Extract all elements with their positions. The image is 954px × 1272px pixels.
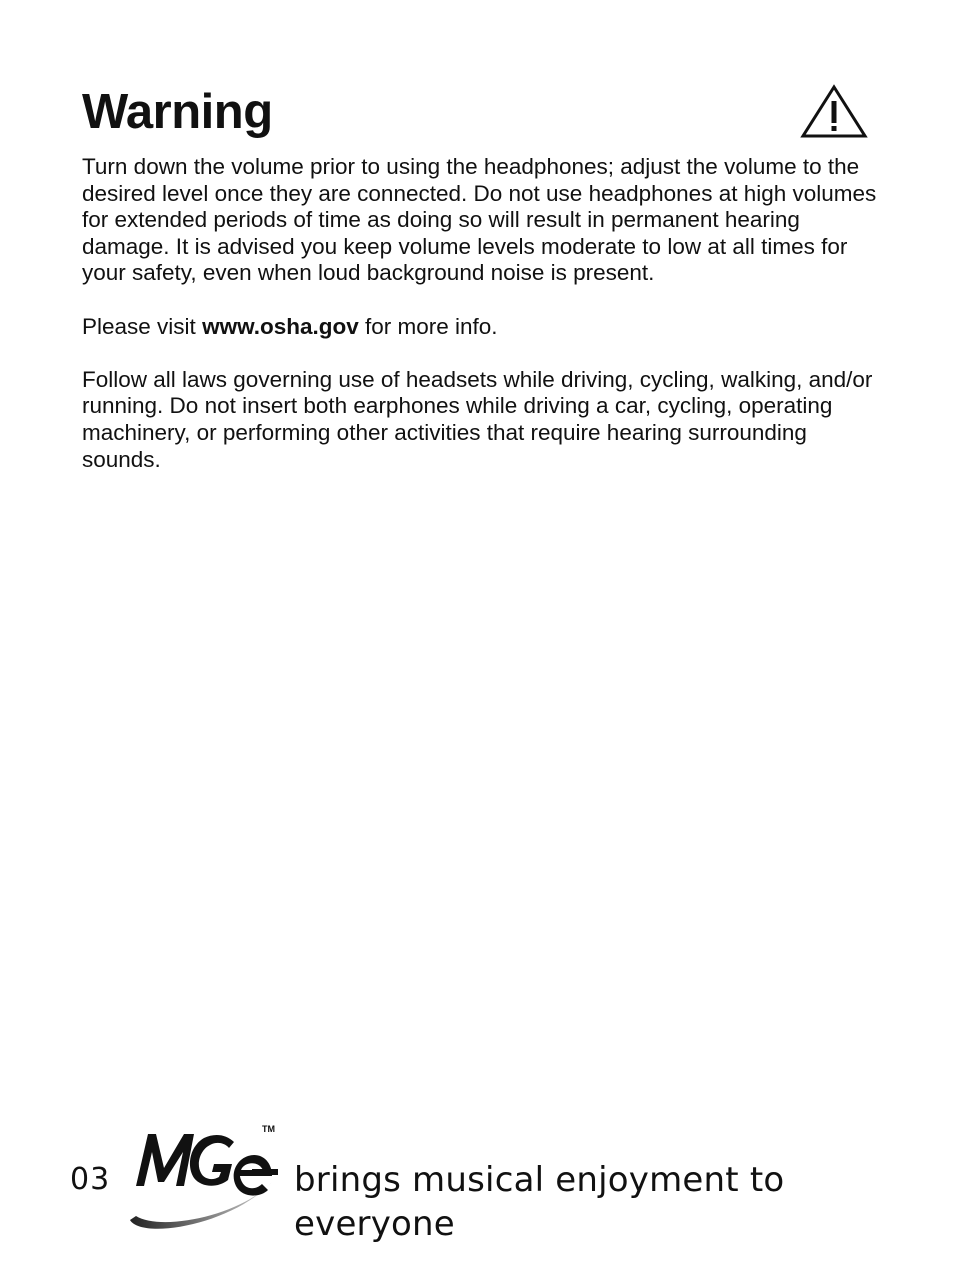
page-title: Warning (82, 85, 273, 139)
warning-triangle-icon (800, 84, 868, 140)
mge-logo (122, 1120, 284, 1236)
osha-info-paragraph (82, 314, 882, 341)
page-number: 03 (70, 1162, 111, 1197)
brand-tagline: brings musical enjoyment to everyone (294, 1160, 785, 1244)
warning-body (82, 154, 882, 500)
osha-link: www.osha.gov (202, 313, 359, 339)
osha-prefix: Please visit (82, 313, 203, 339)
trademark-mark: TM (262, 1124, 275, 1134)
osha-suffix: for more info. (358, 313, 498, 339)
driving-laws-paragraph: Follow all laws governing use of headsets while driving, cycling, walking, and/or running. Do not insert both earphones while driving a car, cycling, operating machinery, or performing other activities that require hearing surrounding sounds. (82, 366, 873, 472)
page-footer (0, 1120, 954, 1244)
volume-warning-paragraph: Turn down the volume prior to using the headphones; adjust the volume to the desired level once they are connected. Do not use headphones at high volumes for extended periods of time as doing so will result in permanent hearing damage. It is advised you keep volume levels moderate to low at all times for your safety, even when loud background noise is present. (82, 154, 877, 286)
